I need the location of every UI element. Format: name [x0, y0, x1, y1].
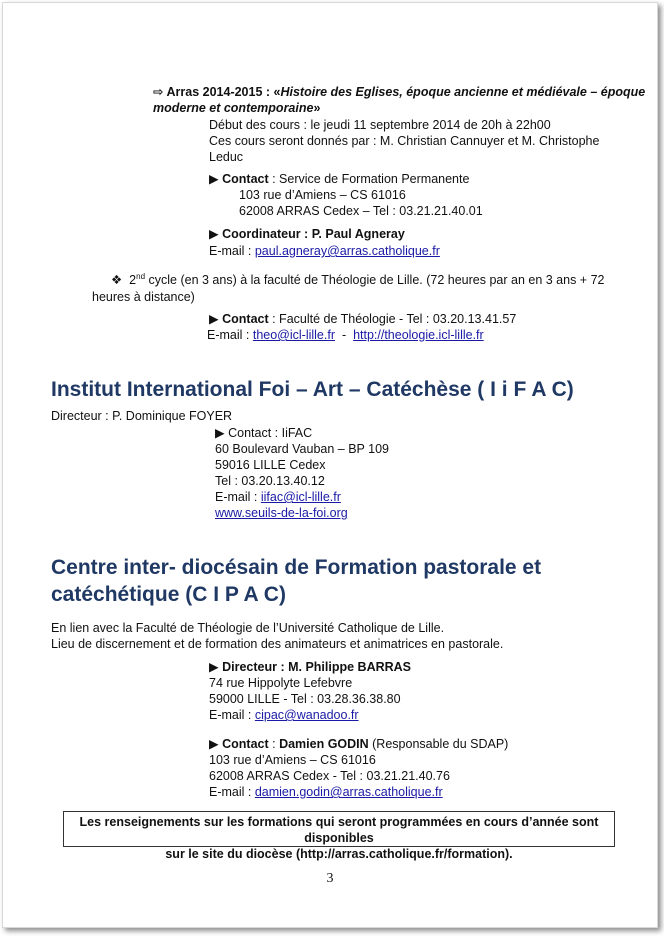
- notice-box: [63, 811, 615, 861]
- iifac-email-line: E-mail : iifac@icl-lille.fr: [215, 490, 341, 504]
- cipac-email-link[interactable]: cipac@wanadoo.fr: [254, 708, 359, 722]
- iifac-website-line: [215, 505, 348, 521]
- coordinator-email-link[interactable]: paul.agneray@arras.catholique.fr: [254, 244, 440, 258]
- theo-email-link[interactable]: theo@icl-lille.fr: [252, 328, 335, 342]
- page-number: 3: [326, 871, 334, 886]
- cipac-director-email-line: E-mail : cipac@wanadoo.fr: [209, 708, 359, 722]
- cycle2-email-line: E-mail : theo@icl-lille.fr - http://theologie.icl-lille.fr: [207, 328, 484, 342]
- arras-teachers-line1: Ces cours seront donnés par : M. Christian Cannuyer et M. Christophe: [209, 134, 600, 148]
- arras-title-line1: ⇨ Arras 2014-2015 : «Histoire des Eglises, époque ancienne et médiévale – époque: [153, 85, 646, 99]
- cipac-contact-address2: 62008 ARRAS Cedex - Tel : 03.21.21.40.76: [209, 769, 450, 783]
- arras-teachers-line2: Leduc: [209, 150, 244, 164]
- cipac-contact-address1: 103 rue d’Amiens – CS 61016: [209, 753, 376, 767]
- iifac-director: Directeur : P. Dominique FOYER: [51, 409, 233, 423]
- iifac-address1: 60 Boulevard Vauban – BP 109: [215, 442, 389, 456]
- seuils-website-link[interactable]: www.seuils-de-la-foi.org: [215, 506, 348, 520]
- arras-title-line2: moderne et contemporaine»: [153, 101, 321, 115]
- iifac-address2: 59016 LILLE Cedex: [215, 458, 326, 472]
- iifac-tel: Tel : 03.20.13.40.12: [215, 474, 325, 488]
- cipac-director-address1: 74 rue Hippolyte Lefebvre: [209, 676, 353, 690]
- arrow-right-icon: ⇨: [153, 85, 164, 99]
- theologie-website-link[interactable]: http://theologie.icl-lille.fr: [353, 328, 484, 342]
- cipac-director-address2: 59000 LILLE - Tel : 03.28.36.38.80: [209, 692, 401, 706]
- diamond-bullet-icon: ❖: [111, 273, 123, 287]
- cipac-contact-email-line: E-mail : damien.godin@arras.catholique.fr: [209, 785, 443, 799]
- arras-start-date: Début des cours : le jeudi 11 septembre 2014 de 20h à 22h00: [209, 118, 551, 132]
- notice-line1: Les renseignements sur les formations qui seront programmées en cours d’année sont disponibles: [79, 815, 599, 845]
- iifac-heading: Institut International Foi – Art – Catéchèse ( I i F A C): [51, 378, 574, 401]
- triangle-bullet-icon: ▶: [209, 312, 219, 326]
- cipac-contact: ▶ Contact : Damien GODIN (Responsable du SDAP): [209, 737, 509, 751]
- notice-line2: sur le site du diocèse (http://arras.catholique.fr/formation).: [165, 847, 513, 861]
- arras-contact-address1: 103 rue d’Amiens – CS 61016: [239, 188, 406, 202]
- document-page: [2, 2, 658, 928]
- cipac-director: ▶ Directeur : M. Philippe BARRAS: [209, 660, 412, 674]
- cipac-heading-line1: Centre inter- diocésain de Formation pastorale et: [51, 556, 542, 579]
- cycle2-line1: ❖ 2nd cycle (en 3 ans) à la faculté de Théologie de Lille. (72 heures par an en 3 ans + 72: [111, 271, 605, 287]
- iifac-email-link[interactable]: iifac@icl-lille.fr: [260, 490, 341, 504]
- triangle-bullet-icon: ▶: [209, 172, 219, 186]
- cycle2-contact: ▶ Contact : Faculté de Théologie - Tel : 03.20.13.41.57: [209, 312, 517, 326]
- arras-contact: ▶ Contact : Service de Formation Permanente: [209, 172, 470, 186]
- arras-contact-address2: 62008 ARRAS Cedex – Tel : 03.21.21.40.01: [239, 204, 483, 218]
- triangle-bullet-icon: ▶: [209, 660, 219, 674]
- arras-coordinator-email: E-mail : paul.agneray@arras.catholique.fr: [209, 244, 440, 258]
- cipac-heading-line2: catéchétique (C I P A C): [51, 583, 286, 606]
- damien-email-link[interactable]: damien.godin@arras.catholique.fr: [254, 785, 443, 799]
- triangle-bullet-icon: ▶: [215, 426, 225, 440]
- triangle-bullet-icon: ▶: [209, 227, 219, 241]
- arras-coordinator: ▶ Coordinateur : P. Paul Agneray: [209, 227, 405, 241]
- cipac-description2: Lieu de discernement et de formation des animateurs et animatrices en pastorale.: [51, 637, 504, 651]
- iifac-contact: ▶ Contact : IiFAC: [215, 426, 313, 440]
- triangle-bullet-icon: ▶: [209, 737, 219, 751]
- cycle2-line2: heures à distance): [92, 290, 195, 304]
- cipac-description1: En lien avec la Faculté de Théologie de l’Université Catholique de Lille.: [51, 621, 445, 635]
